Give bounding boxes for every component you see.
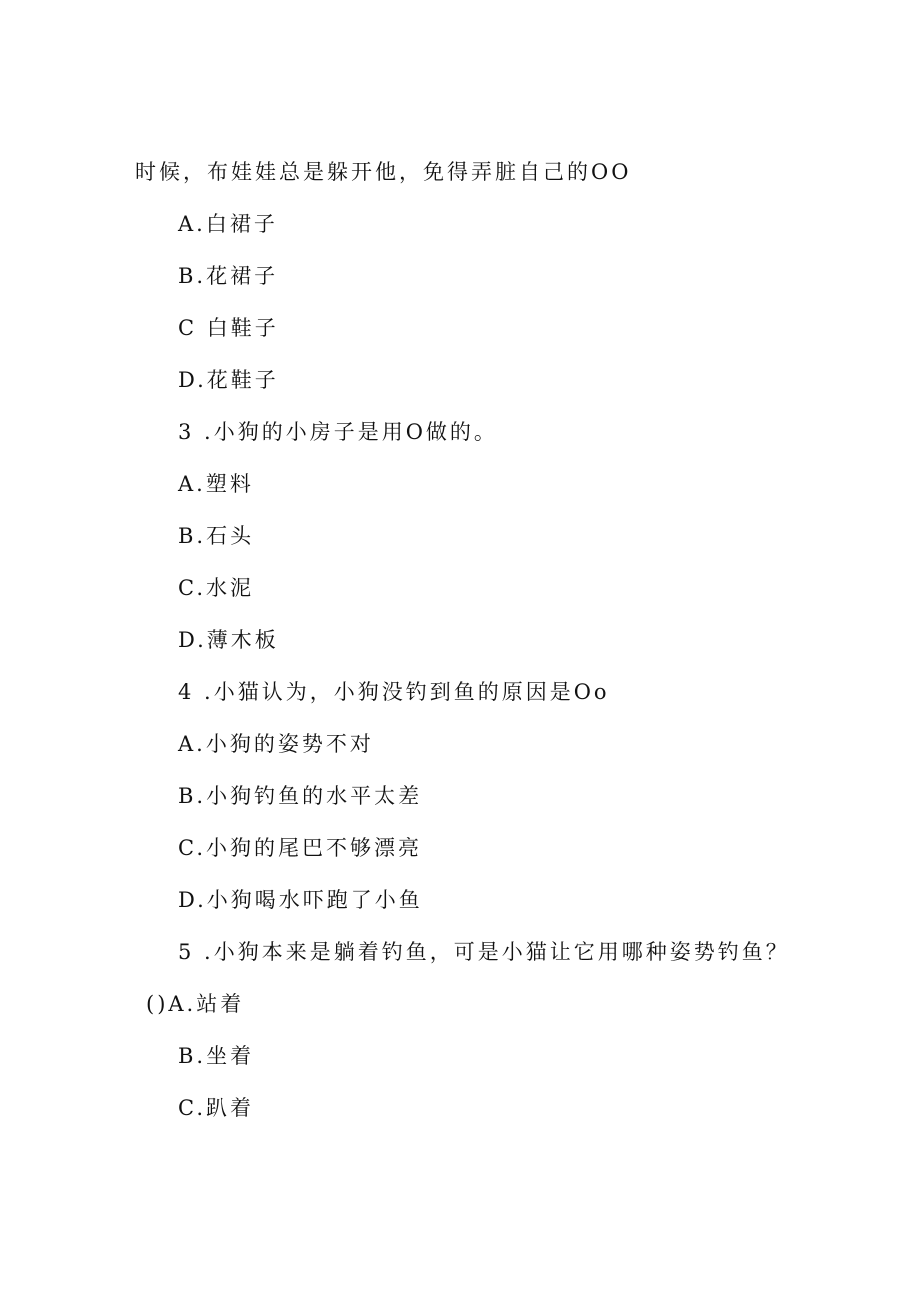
q2-option-a: A.白裙子 (178, 212, 278, 236)
q2-option-c: C 白鞋子 (178, 316, 279, 340)
q4-option-a: A.小狗的姿势不对 (178, 732, 374, 756)
question-5: 5 .小狗本来是躺着钓鱼，可是小猫让它用哪种姿势钓鱼？ (178, 940, 790, 964)
q3-option-a: A.塑料 (178, 472, 254, 496)
question-3: 3 .小狗的小房子是用O做的。 (178, 420, 498, 444)
q2-option-d: D.花鞋子 (178, 368, 279, 392)
q3-option-c: C.水泥 (178, 576, 254, 600)
q4-option-b: B.小狗钓鱼的水平太差 (178, 784, 423, 808)
q5-option-b: B.坐着 (178, 1044, 255, 1068)
q3-option-b: B.石头 (178, 524, 255, 548)
q5-option-c: C.趴着 (178, 1096, 254, 1120)
q3-option-d: D.薄木板 (178, 628, 279, 652)
q2-option-b: B.花裙子 (178, 264, 279, 288)
q4-option-d: D.小狗喝水吓跑了小鱼 (178, 888, 423, 912)
text-line-continuation: 时候，布娃娃总是躲开他，免得弄脏自己的OO (135, 160, 632, 184)
question-4: 4 .小猫认为，小狗没钓到鱼的原因是Oo (178, 680, 610, 704)
q5-option-a: ()A.站着 (146, 992, 245, 1016)
q4-option-c: C.小狗的尾巴不够漂亮 (178, 836, 422, 860)
